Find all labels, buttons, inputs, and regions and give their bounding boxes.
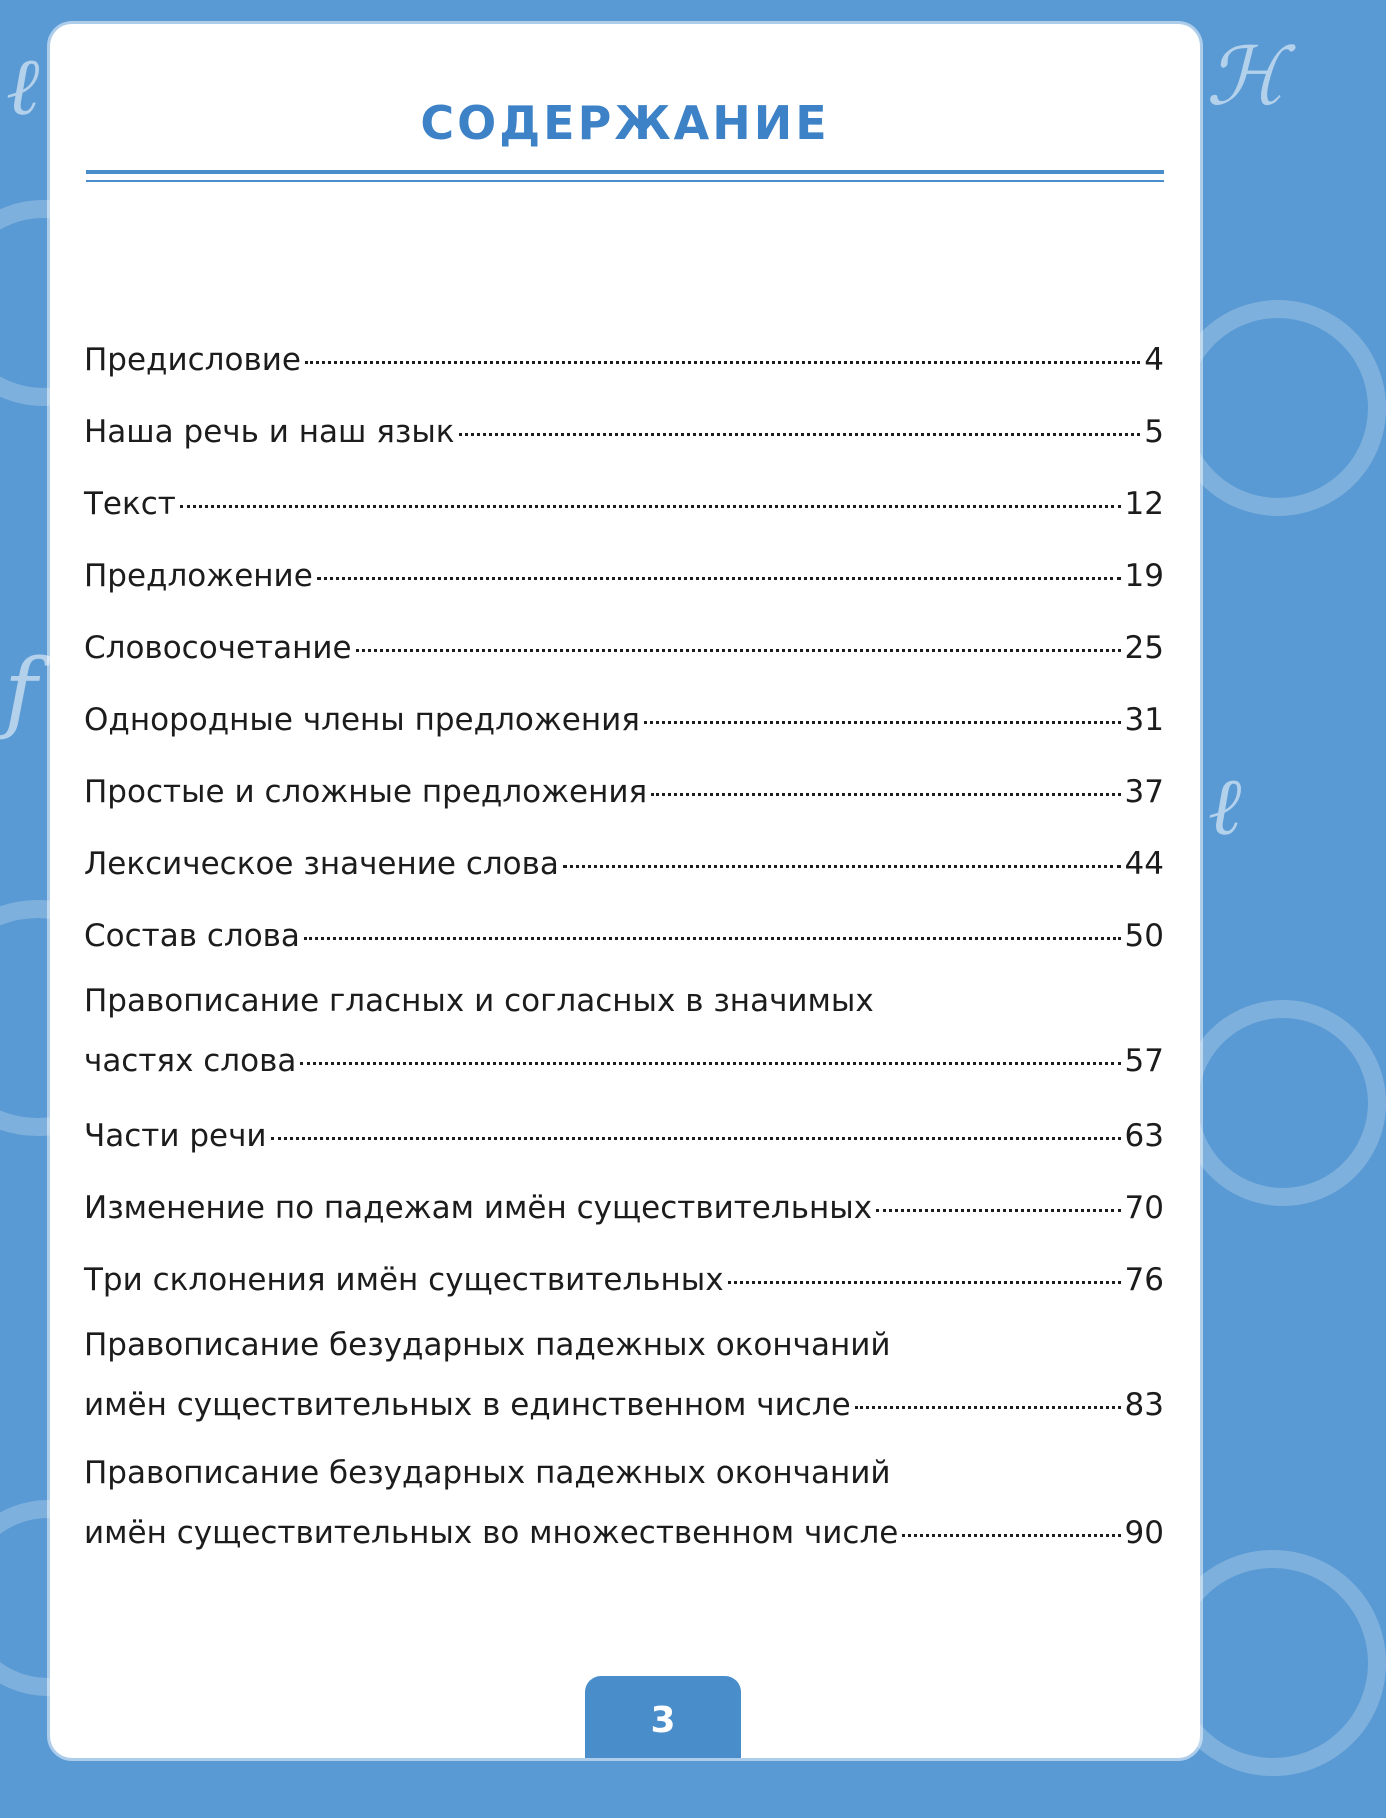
dot-leader (459, 433, 1141, 436)
toc-entry[interactable] (84, 828, 1164, 900)
toc-entry-title: Однородные члены предложения (84, 702, 640, 738)
toc-entry-page: 12 (1124, 486, 1164, 522)
decorative-swirl (1180, 1000, 1386, 1206)
page-number-badge: 3 (585, 1676, 741, 1758)
toc-entry-title: Предложение (84, 558, 313, 594)
dot-leader (180, 505, 1121, 508)
toc-entry[interactable] (84, 1444, 1164, 1572)
toc-entry-title: Текст (84, 486, 176, 522)
toc-entry-title: Простые и сложные предложения (84, 774, 648, 810)
toc-entry[interactable] (84, 900, 1164, 972)
toc-entry-title-line2: имён существительных в единственном числе (84, 1387, 851, 1423)
toc-entry[interactable] (84, 540, 1164, 612)
decorative-letter-glyph: ℓ (1208, 760, 1242, 853)
dot-leader (728, 1281, 1121, 1284)
dot-leader (651, 793, 1120, 796)
toc-entry-second-line (84, 1502, 1164, 1564)
dot-leader (317, 577, 1121, 580)
toc-entry[interactable] (84, 396, 1164, 468)
title-underline (86, 170, 1164, 174)
toc-entry-title-line1: Правописание гласных и согласных в значимых (84, 983, 874, 1019)
toc-entry-page: 63 (1124, 1118, 1164, 1154)
toc-entry-page: 70 (1124, 1190, 1164, 1226)
dot-leader (305, 361, 1140, 364)
toc-entry[interactable] (84, 612, 1164, 684)
toc-entry-page: 31 (1124, 702, 1164, 738)
table-of-contents (84, 324, 1164, 1572)
toc-entry-page: 19 (1124, 558, 1164, 594)
toc-entry-title-line2: частях слова (84, 1043, 297, 1079)
toc-entry-title: Изменение по падежам имён существительных (84, 1190, 873, 1226)
toc-entry-page: 83 (1124, 1387, 1164, 1423)
toc-entry-title: Лексическое значение слова (84, 846, 559, 882)
toc-entry-title: Предисловие (84, 342, 301, 378)
toc-entry-page: 44 (1124, 846, 1164, 882)
toc-entry[interactable] (84, 1172, 1164, 1244)
toc-entry[interactable] (84, 468, 1164, 540)
toc-entry-page: 25 (1124, 630, 1164, 666)
content-page (50, 24, 1200, 1758)
toc-entry-title: Состав слова (84, 918, 300, 954)
toc-entry-title: Части речи (84, 1118, 267, 1154)
toc-entry[interactable] (84, 1244, 1164, 1316)
toc-entry[interactable] (84, 972, 1164, 1100)
decorative-letter-glyph: ℓ (6, 40, 40, 133)
dot-leader (300, 1062, 1120, 1065)
decorative-letter-glyph: ℋ (1206, 30, 1286, 123)
dot-leader (876, 1209, 1120, 1212)
decorative-swirl (1170, 300, 1386, 516)
toc-entry[interactable] (84, 324, 1164, 396)
toc-entry-page: 50 (1124, 918, 1164, 954)
dot-leader (271, 1137, 1121, 1140)
toc-entry-title: Словосочетание (84, 630, 352, 666)
toc-entry-page: 90 (1124, 1515, 1164, 1551)
dot-leader (356, 649, 1121, 652)
toc-entry[interactable] (84, 1316, 1164, 1444)
toc-entry-page: 57 (1124, 1043, 1164, 1079)
toc-entry-page: 76 (1124, 1262, 1164, 1298)
dot-leader (855, 1406, 1121, 1409)
dot-leader (644, 721, 1121, 724)
page-title: СОДЕРЖАНИЕ (420, 96, 830, 150)
toc-entry-title-line1: Правописание безударных падежных окончаний (84, 1327, 891, 1363)
toc-entry-second-line (84, 1374, 1164, 1436)
toc-entry-page: 4 (1144, 342, 1164, 378)
toc-entry-page: 37 (1124, 774, 1164, 810)
toc-entry-title-line2: имён существительных во множественном числе (84, 1515, 899, 1551)
toc-entry[interactable] (84, 684, 1164, 756)
dot-leader (902, 1534, 1120, 1537)
title-underline-thin (86, 180, 1164, 182)
dot-leader (563, 865, 1121, 868)
toc-entry-page: 5 (1144, 414, 1164, 450)
toc-entry-title: Наша речь и наш язык (84, 414, 455, 450)
decorative-letter-glyph: ƒ (4, 640, 38, 745)
dot-leader (304, 937, 1121, 940)
toc-entry[interactable] (84, 1100, 1164, 1172)
toc-entry-title-line1: Правописание безударных падежных окончаний (84, 1455, 891, 1491)
toc-entry-title: Три склонения имён существительных (84, 1262, 724, 1298)
toc-entry[interactable] (84, 756, 1164, 828)
toc-entry-second-line (84, 1030, 1164, 1092)
